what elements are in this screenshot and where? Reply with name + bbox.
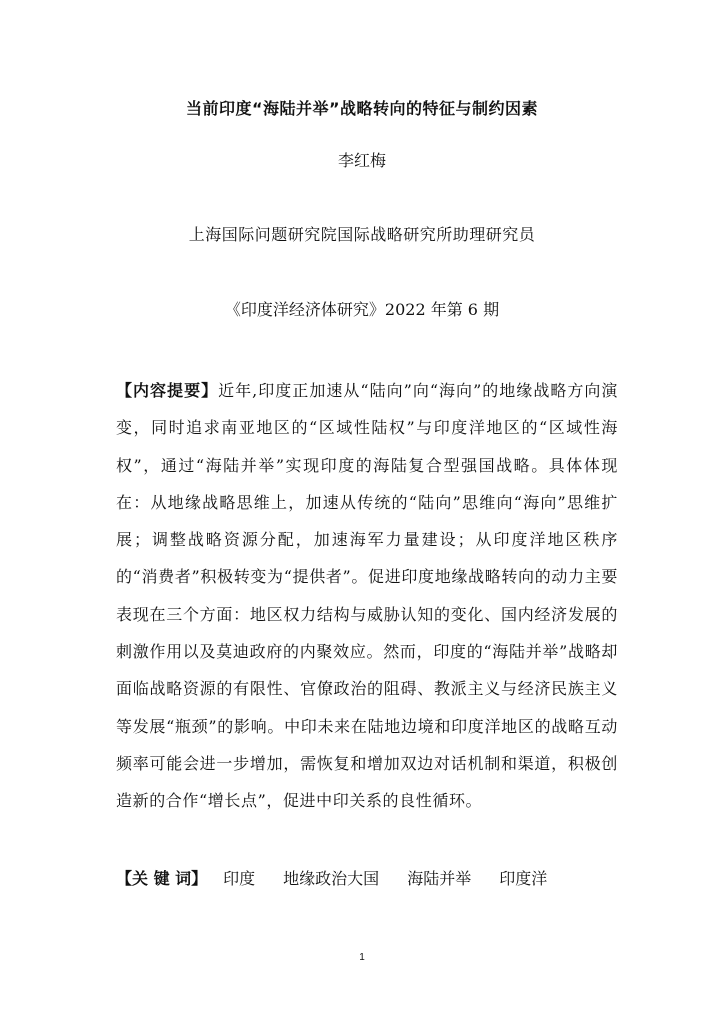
keyword-item: 印度 — [223, 869, 256, 888]
abstract-section — [116, 372, 618, 820]
author-name: 李红梅 — [337, 151, 386, 170]
page-number: 1 — [359, 952, 365, 963]
keyword-item: 印度洋 — [499, 869, 548, 888]
keyword-item: 地缘政治大国 — [283, 869, 380, 888]
keywords-label: 【关 键 词】 — [116, 869, 208, 888]
keyword-item: 海陆并举 — [407, 869, 472, 888]
publication-source: 《印度洋经济体研究》2022 年第 6 期 — [224, 300, 500, 319]
paper-title: 当前印度“海陆并举”战略转向的特征与制约因素 — [185, 99, 539, 118]
author-affiliation: 上海国际问题研究院国际战略研究所助理研究员 — [188, 225, 536, 244]
abstract-text: 近年,印度正加速从“陆向”向“海向”的地缘战略方向演变，同时追求南亚地区的“区域性陆权”与印度洋地区的“区域性海权”，通过“海陆并举”实现印度的海陆复合型强国战略。具体体现在：从地缘战略思维上，加速从传统的“陆向”思维向“海向”思维扩展；调整战略资源分配，加速海军力量建设；从印度洋地区秩序的“消费者”积极转变为“提供者”。促进印度地缘战略转向的动力主要表现在三个方面：地区权力结构与威胁认知的变化、国内经济发展的刺激作用以及莫迪政府的内聚效应。然而，印度的“海陆并举”战略却面临战略资源的有限性、官僚政治的阻碍、教派主义与经济民族主义等发展“瓶颈”的影响。中印未来在陆地边境和印度洋地区的战略互动频率可能会进一步增加，需恢复和增加双边对话机制和渠道，积极创造新的合作“增长点”，促进中印关系的良性循环。 — [116, 381, 619, 811]
abstract-label: 【内容提要】 — [116, 381, 219, 400]
keywords-section — [116, 866, 547, 889]
